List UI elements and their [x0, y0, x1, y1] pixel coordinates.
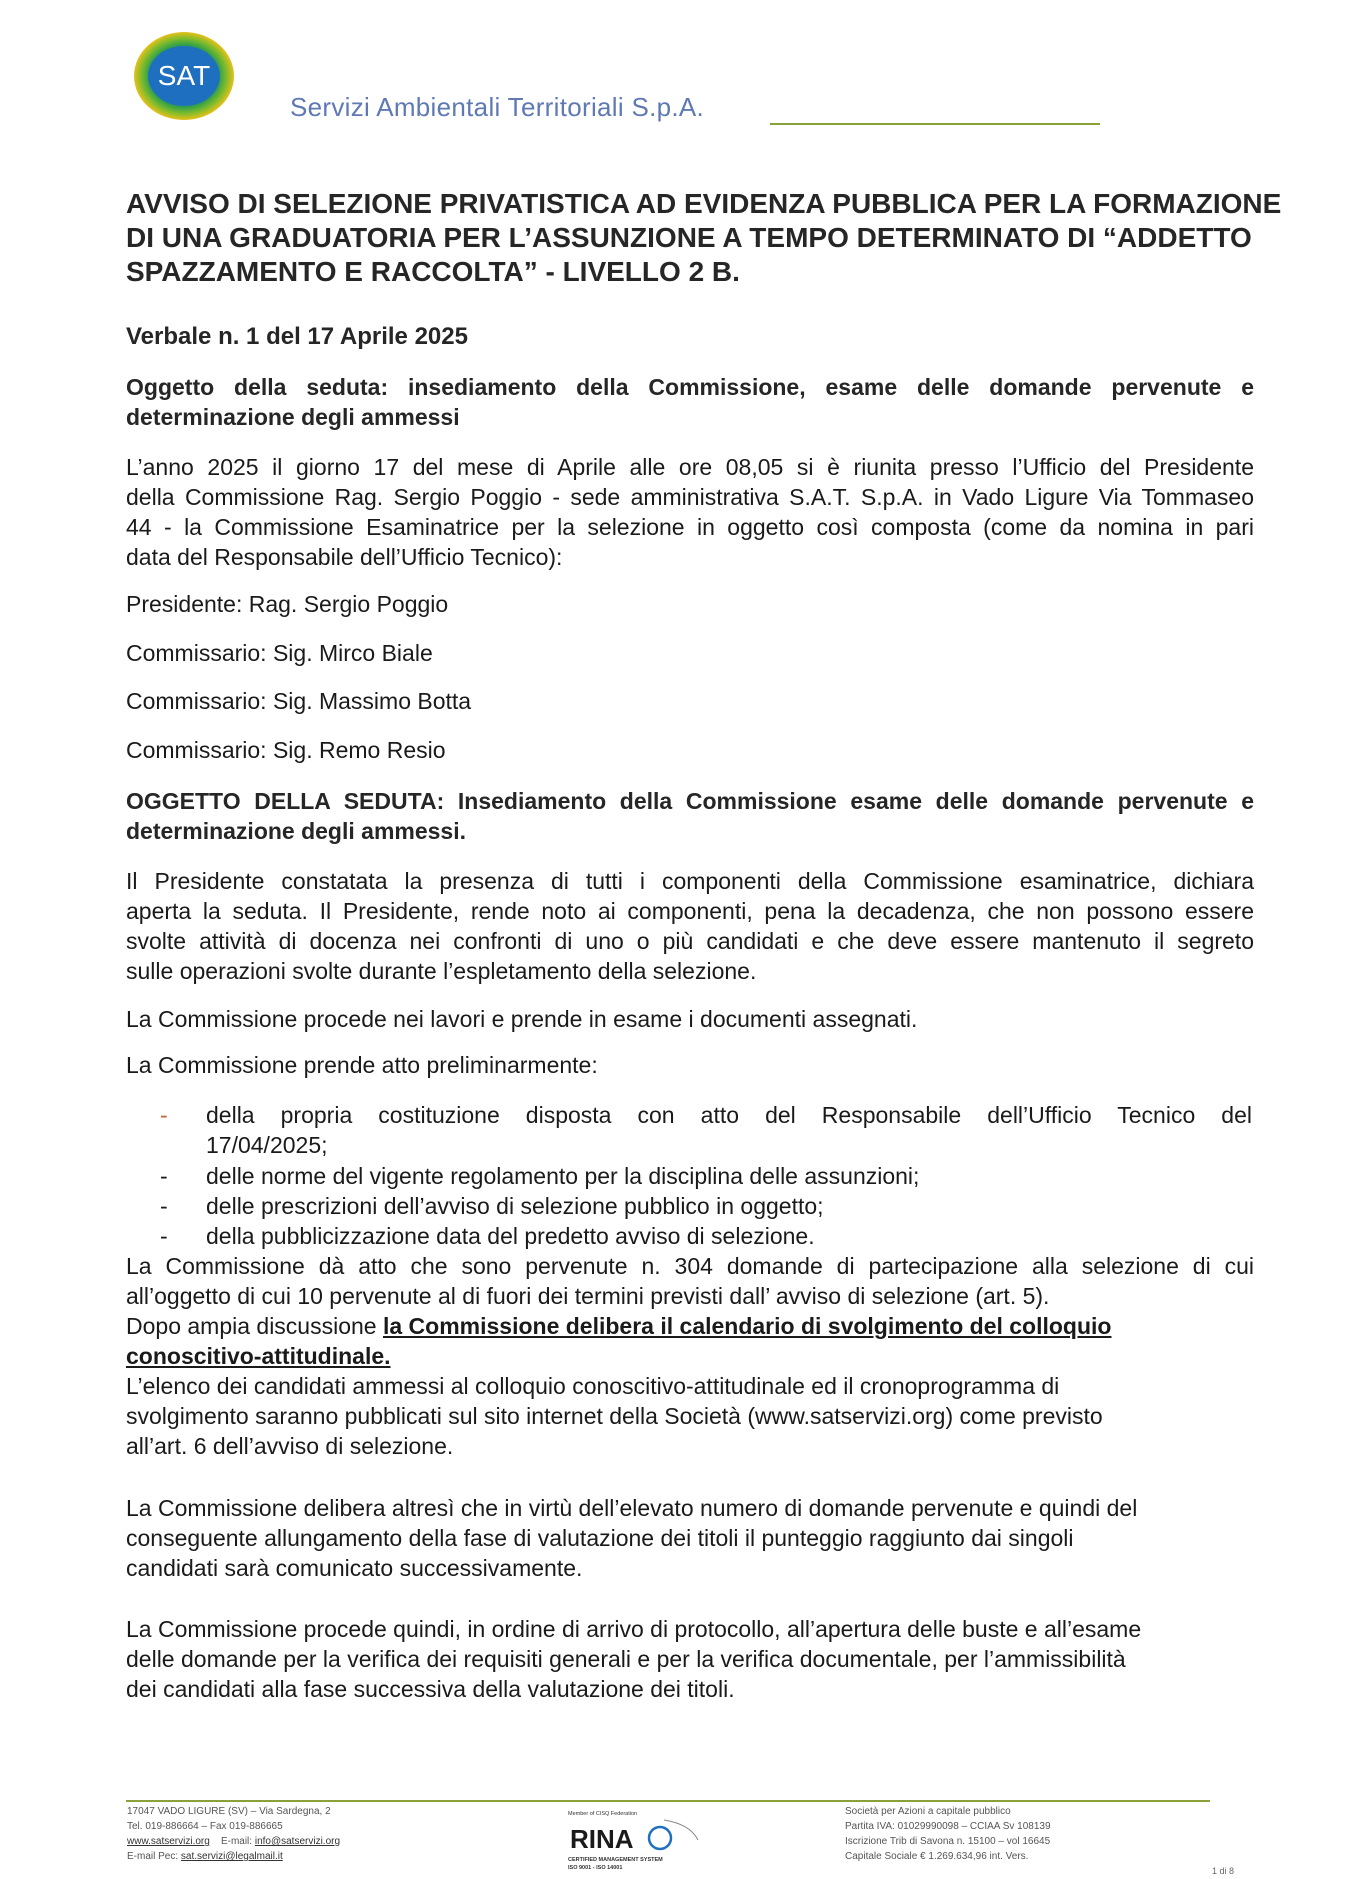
paragraph-procede-quindi — [126, 1614, 1254, 1704]
iqnet-circle-icon — [649, 1827, 671, 1849]
text-line: La Commissione dà atto che sono pervenute n. 304 domande di partecipazione alla selezione di cui — [126, 1253, 1254, 1279]
pec-label: E-mail Pec: — [127, 1851, 179, 1862]
website-link[interactable]: www.satservizi.org — [127, 1836, 210, 1847]
text-line: della Commissione Rag. Sergio Poggio - sede amministrativa S.A.T. S.p.A. in Vado Ligure Via Tommaseo — [126, 484, 1254, 510]
text-line: L’anno 2025 il giorno 17 del mese di Aprile alle ore 08,05 si è riunita presso l’Ufficio del Presidente — [126, 454, 1254, 480]
footer-legal — [845, 1804, 1051, 1864]
member-commissario: Commissario: Sig. Mirco Biale — [126, 640, 433, 666]
list-item-text: delle norme del vigente regolamento per la disciplina delle assunzioni; — [206, 1163, 920, 1189]
list-item-text: delle prescrizioni dell’avviso di selezione pubblico in oggetto; — [206, 1193, 824, 1219]
text-line: Dopo ampia discussione la Commissione delibera il calendario di svolgimento del colloquio — [126, 1313, 1112, 1339]
header-rule — [770, 123, 1100, 125]
cisq-member-text: Member of CISQ Federation — [568, 1811, 638, 1817]
text-line: La Commissione procede quindi, in ordine di arrivo di protocollo, all’apertura delle buste e all’esame — [126, 1616, 1142, 1642]
oggetto-line: OGGETTO DELLA SEDUTA: Insediamento della Commissione esame delle domande pervenute e — [126, 788, 1254, 814]
verbale-heading: Verbale n. 1 del 17 Aprile 2025 — [126, 323, 468, 350]
text-line: svolte attività di docenza nei confronti di uno o più candidati e che deve essere mantenuto il segreto — [126, 928, 1254, 954]
legal-line: Società per Azioni a capitale pubblico — [845, 1806, 1011, 1817]
member-president: Presidente: Rag. Sergio Poggio — [126, 591, 449, 617]
footer-contacts — [127, 1804, 340, 1864]
text-line — [126, 1341, 1254, 1371]
paragraph-presidente — [126, 866, 1254, 986]
logo-text: SAT — [157, 60, 211, 91]
intro-paragraph — [126, 452, 1254, 572]
text-line: L’elenco dei candidati ammessi al colloquio conoscitivo-attitudinale ed il cronoprogramma di — [126, 1373, 1060, 1399]
underlined-decision: la Commissione delibera il calendario di svolgimento del colloquio — [382, 1313, 1112, 1339]
member-commissario: Commissario: Sig. Remo Resio — [126, 737, 446, 763]
oggetto-line: Oggetto della seduta: insediamento della Commissione, esame delle domande pervenute e — [126, 374, 1254, 400]
document-title — [126, 187, 1282, 289]
company-name: Servizi Ambientali Territoriali S.p.A. — [290, 92, 705, 122]
cert-text-2: ISO 9001 - ISO 14001 — [568, 1865, 623, 1871]
text-line: candidati sarà comunicato successivamente. — [126, 1555, 583, 1581]
underlined-decision: conoscitivo-attitudinale. — [126, 1343, 391, 1369]
footer-phone: Tel. 019-886664 – Fax 019-886665 — [127, 1821, 283, 1832]
text-line: Il Presidente constatata la presenza di tutti i componenti della Commissione esaminatrice, dichiara — [126, 868, 1254, 894]
email-label: E-mail: — [220, 1836, 253, 1847]
footer-rule — [126, 1800, 1210, 1802]
email-link[interactable]: info@satservizi.org — [254, 1836, 341, 1847]
title-line: AVVISO DI SELEZIONE PRIVATISTICA AD EVIDENZA PUBBLICA PER LA FORMAZIONE — [126, 188, 1282, 219]
text-line: data del Responsabile dell’Ufficio Tecnico): — [126, 544, 563, 570]
text-line: all’oggetto di cui 10 pervenute al di fuori dei termini previsti dall’ avviso di selezione (art. 5). — [126, 1283, 1050, 1309]
oggetto-seduta — [126, 372, 1254, 432]
oggetto-line: determinazione degli ammessi. — [126, 818, 467, 844]
text-line: delle domande per la verifica dei requisiti generali e per la verifica documentale, per l’ammissibilità — [126, 1646, 1126, 1672]
text-line: aperta la seduta. Il Presidente, rende noto ai componenti, pena la decadenza, che non possono essere — [126, 898, 1254, 924]
text-line: 44 - la Commissione Esaminatrice per la selezione in oggetto così composta (come da nomina in pari — [126, 514, 1254, 540]
paragraph-delibera-altresi — [126, 1493, 1254, 1583]
title-line: SPAZZAMENTO E RACCOLTA” - LIVELLO 2 B. — [126, 256, 740, 287]
paragraph-procede: La Commissione procede nei lavori e prende in esame i documenti assegnati. — [126, 1006, 918, 1032]
paragraph-delibera-calendario — [126, 1311, 1254, 1371]
legal-line: Capitale Sociale € 1.269.634,96 int. Vers. — [845, 1851, 1029, 1862]
rina-text: RINA — [570, 1824, 634, 1854]
paragraph-domande — [126, 1251, 1254, 1311]
title-line: DI UNA GRADUATORIA PER L’ASSUNZIONE A TEMPO DETERMINATO DI “ADDETTO — [126, 222, 1252, 253]
legal-line: Iscrizione Trib di Savona n. 15100 – vol 16645 — [845, 1836, 1051, 1847]
oggetto-seduta-upper — [126, 786, 1254, 846]
list-item-text: della pubblicizzazione data del predetto avviso di selezione. — [206, 1223, 815, 1249]
text-line: sulle operazioni svolte durante l’espletamento della selezione. — [126, 958, 757, 984]
text-line: svolgimento saranno pubblicati sul sito internet della Società (www.satservizi.org) come previsto — [126, 1403, 1103, 1429]
text-line: La Commissione delibera altresì che in virtù dell’elevato numero di domande pervenute e quindi del — [126, 1495, 1138, 1521]
list-dash: - — [160, 1102, 168, 1128]
list-item-line: della propria costituzione disposta con atto del Responsabile dell’Ufficio Tecnico del — [206, 1102, 1252, 1128]
cert-text-1: CERTIFIED MANAGEMENT SYSTEM — [568, 1857, 663, 1863]
legal-line: Partita IVA: 01029990098 – CCIAA Sv 108139 — [845, 1821, 1051, 1832]
oggetto-line: determinazione degli ammessi — [126, 404, 460, 430]
list-dash: - — [160, 1163, 168, 1189]
page-number: 1 di 8 — [1212, 1866, 1235, 1876]
text-line: all’art. 6 dell’avviso di selezione. — [126, 1433, 454, 1459]
pec-link[interactable]: sat.servizi@legalmail.it — [180, 1851, 283, 1862]
text-line: conseguente allungamento della fase di valutazione dei titoli il punteggio raggiunto dai singoli — [126, 1525, 1074, 1551]
list-dash: - — [160, 1193, 168, 1219]
list-item-line: 17/04/2025; — [206, 1132, 328, 1158]
list-dash: - — [160, 1223, 168, 1249]
sat-logo — [130, 30, 238, 122]
rina-certification-logo — [560, 1806, 720, 1872]
member-commissario: Commissario: Sig. Massimo Botta — [126, 688, 472, 714]
paragraph-prende-atto: La Commissione prende atto preliminarmente: — [126, 1052, 598, 1078]
footer-address: 17047 VADO LIGURE (SV) – Via Sardegna, 2 — [127, 1806, 331, 1817]
text-line: dei candidati alla fase successiva della valutazione dei titoli. — [126, 1676, 735, 1702]
paragraph-elenco — [126, 1371, 1254, 1461]
